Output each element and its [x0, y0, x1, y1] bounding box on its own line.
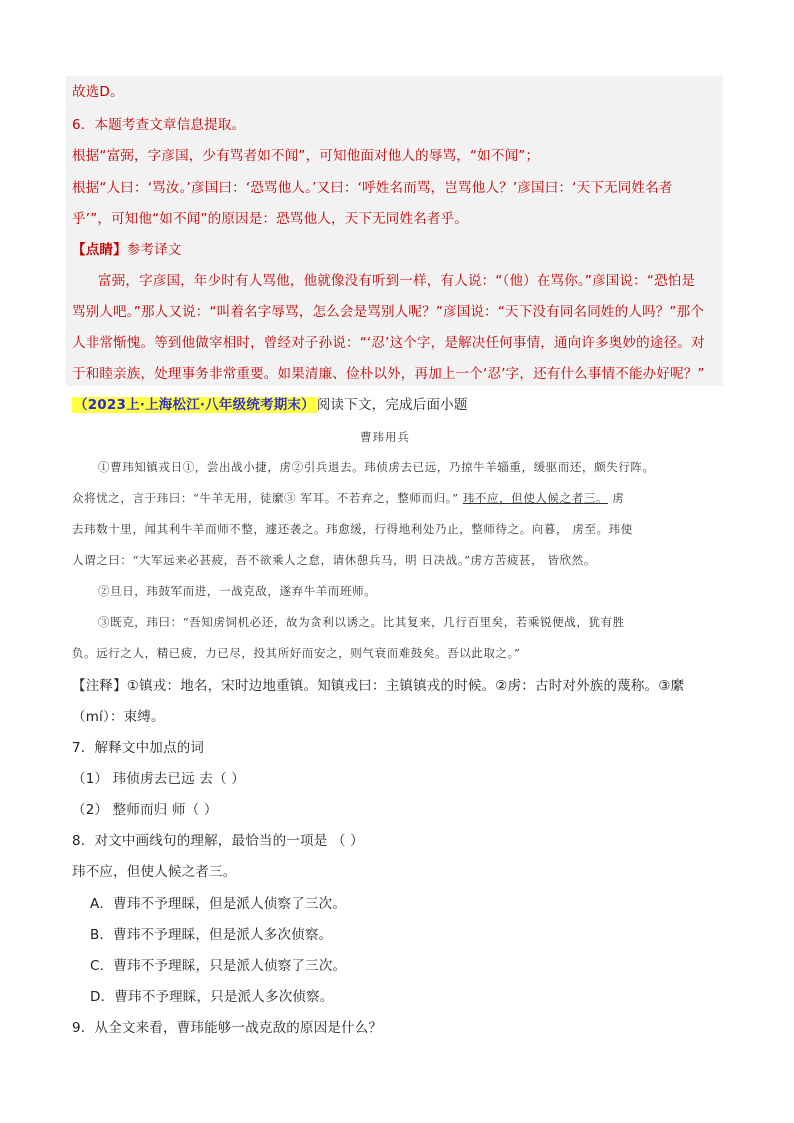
translation-line-4: 于和睦亲族，处理事务非常重要。如果清廉、俭朴以外，再加上一个‘忍’字，还有什么事情不能办好呢？”: [72, 366, 705, 382]
q6-line-2: 根据“人曰：‘骂汝。’彦国曰：‘恐骂他人。’又曰：‘呼姓名而骂，岂骂他人？’彦国曰：‘天下无同姓名者: [72, 180, 673, 196]
passage-p1-line-2: [72, 489, 624, 507]
q7-head: 7．解释文中加点的词: [72, 740, 205, 756]
q6-line-1: 根据“富弼，字彦国，少有骂者如不闻”，可知他面对他人的辱骂，“如不闻”；: [72, 148, 540, 164]
passage-p2: ②旦日，玮鼓军而进，一战克敌，遂弃牛羊而班师。: [98, 584, 377, 598]
dianjing-title: 参考译文: [126, 242, 182, 258]
q8-option-c: C．曹玮不予理睬，只是派人侦察了三次。: [90, 958, 347, 974]
source-tag: （2023上·上海松江·八年级统考期末）: [74, 397, 315, 413]
q6-line-3: 乎’”，可知他“如不闻”的原因是：恐骂他人，天下无同姓名者乎。: [72, 211, 468, 227]
passage-p1-line-4: 人谓之曰：“大军远来必甚疲，吾不欲乘人之怠，请休憩兵马，明 日决战。”虏方苦疲甚， 皆欣然。: [72, 553, 596, 567]
q9-head: 9．从全文来看，曹玮能够一战克敌的原因是什么？: [72, 1020, 383, 1036]
q7-item-1: （1） 玮侦虏去已远 去（ ）: [72, 771, 245, 787]
passage-title: 曹玮用兵: [360, 430, 410, 444]
passage-p1-line-3: 去玮数十里，闻其利牛羊而师不整，遽还袭之。玮愈缓，行得地利处乃止，整师待之。向暮， 虏至。玮使: [72, 522, 633, 536]
q8-option-d: D．曹玮不予理睬，只是派人多次侦察。: [90, 989, 334, 1005]
q8-head: 8．对文中画线句的理解，最恰当的一项是 （ ）: [72, 833, 364, 849]
q8-option-a: A．曹玮不予理睬，但是派人侦察了三次。: [90, 896, 347, 912]
translation-line-2: 骂别人吧。”那人又说：“叫着名字辱骂，怎么会是骂别人呢？”彦国说：“天下没有同名同姓的人吗？”那个: [72, 304, 705, 320]
answer-tail: 故选D。: [72, 84, 124, 100]
passage-p1-line-2-tail: 虏: [612, 491, 625, 505]
passage-p3-line-2: 负。远行之人，精已疲，力已尽，投其所好而安之，则气衰而难鼓矣。吾以此取之。”: [72, 646, 521, 660]
passage-p1-line-2-text: 众将忧之，言于玮曰：“牛羊无用，徒縻③ 军耳。不若弃之，整师而归。”: [72, 491, 459, 505]
passage-p3-line-1: ③既克，玮曰：“吾知虏饲机必还，故为贪利以诱之。比其复来，几行百里矣，若乘锐便战，犹有胜: [98, 615, 625, 629]
translation-line-1: 富弼，字彦国，年少时有人骂他，他就像没有听到一样，有人说：“（他）在骂你。”彦国说：“恐怕是: [98, 273, 696, 289]
notes-line-2: （mí）：束缚。: [72, 709, 165, 725]
notes-line-1: 【注释】①镇戎：地名，宋时边地重镇。知镇戎曰：主镇镇戎的时候。②虏：古时对外族的蔑称。③縻: [72, 678, 685, 694]
q6-head: 6．本题考查文章信息提取。: [72, 117, 246, 133]
q8-sentence: 玮不应，但使人候之者三。: [72, 864, 237, 880]
passage-p1-line-1: ①曹玮知镇戎日①，尝出战小捷，虏②引兵退去。玮侦虏去已远，乃掠牛羊辎重，缓驱而还，颇失行阵。: [98, 460, 655, 474]
q7-item-2: （2） 整师而归 师（ ）: [72, 802, 218, 818]
dianjing-heading: [72, 240, 182, 260]
translation-line-3: 人非常惭愧。等到他做宰相时，曾经对子孙说：“‘忍’这个字，是解决任何事情，通向许多奥妙的途径。对: [72, 335, 705, 351]
underlined-sentence: 玮不应，但使人候之者三。: [462, 491, 609, 505]
q8-option-b: B．曹玮不予理睬，但是派人多次侦察。: [90, 927, 333, 943]
source-line: [72, 395, 468, 415]
source-instruction: 阅读下文，完成后面小题: [316, 397, 468, 413]
dianjing-label: 【点睛】: [72, 242, 127, 258]
